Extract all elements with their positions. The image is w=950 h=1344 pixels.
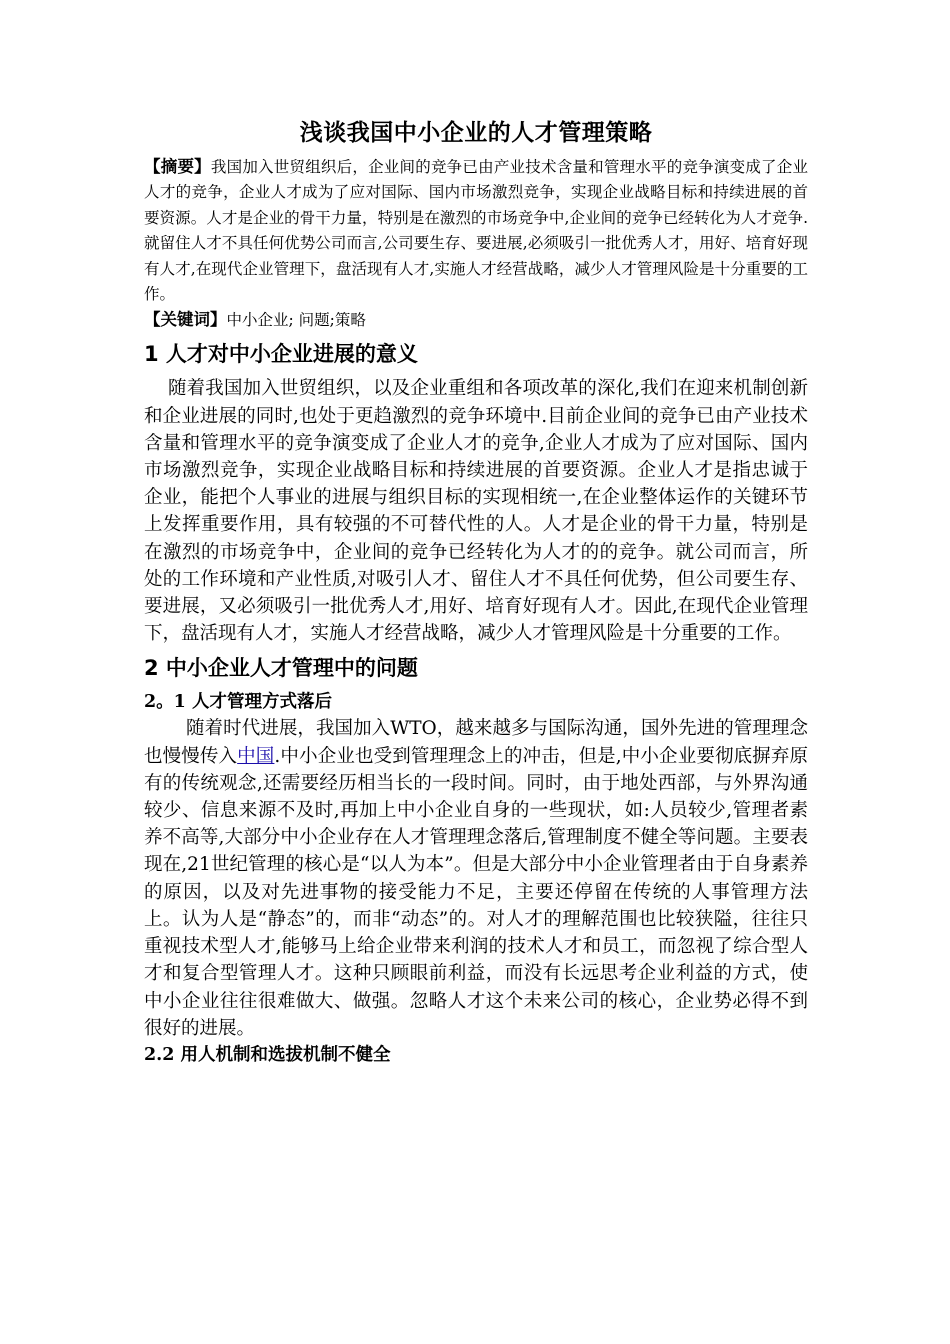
subsection-2-1-paragraph [144,715,808,1041]
section-1-heading: 1 人才对中小企业进展的意义 [144,342,418,367]
paragraph-text-after-link: .中小企业也受到管理理念上的冲击，但是,中小企业要彻底摒弃原有的传统观念,还需要经历相当长的一段时间。同时，由于地处西部，与外界沟通较少、信息来源不及时,再加上中小企业自身的一些现状，如:人员较少,管理者素养不高等,大部分中小企业存在人才管理理念落后,管理制度不健全等问题。主要表现在,21世纪管理的核心是“以人为本”。但是大部分中小企业管理者由于自身素养的原因，以及对先进事物的接受能力不足，主要还停留在传统的人事管理方法上。认为人是“静态”的，而非“动态”的。对人才的理解范围也比较狭隘，往往只重视技术型人才,能够马上给企业带来利润的技术人才和员工，而忽视了综合型人才和复合型管理人才。这种只顾眼前利益，而没有长远思考企业利益的方式，使中小企业往往很难做大、做强。忽略人才这个未来公司的核心，企业势必得不到很好的进展。 [144,745,808,1039]
subsection-2-2-heading: 2.2 用人机制和选拔机制不健全 [144,1044,391,1065]
abstract-text: 我国加入世贸组织后，企业间的竞争已由产业技术含量和管理水平的竞争演变成了企业人才的竞争，企业人才成为了应对国际、国内市场激烈竞争，实现企业战略目标和持续进展的首要资源。人才是企业的骨干力量，特别是在激烈的市场竞争中,企业间的竞争已经转化为人才竞争.就留住人才不具任何优势公司而言,公司要生存、要进展,必须吸引一批优秀人才，用好、培育好现有人才,在现代企业管理下，盘活现有人才,实施人才经营战略，减少人才管理风险是十分重要的工作。 [144,158,809,304]
keywords-label: 【关键词】 [144,310,227,330]
keywords-line [144,307,808,333]
document-title: 浅谈我国中小企业的人才管理策略 [299,120,653,146]
section-1-paragraph: 随着我国加入世贸组织，以及企业重组和各项改革的深化,我们在迎来机制创新和企业进展的同时,也处于更趋激烈的竞争环境中.目前企业间的竞争已由产业技术含量和管理水平的竞争演变成了企业人才的竞争,企业人才成为了应对国际、国内市场激烈竞争，实现企业战略目标和持续进展的首要资源。企业人才是指忠诚于企业，能把个人事业的进展与组织目标的实现相统一,在企业整体运作的关键环节上发挥重要作用，具有较强的不可替代性的人。人才是企业的骨干力量，特别是在激烈的市场竞争中，企业间的竞争已经转化为人才的的竞争。就公司而言，所处的工作环境和产业性质,对吸引人才、留住人才不具任何优势，但公司要生存、要进展，又必须吸引一批优秀人才,用好、培育好现有人才。因此,在现代企业管理下，盘活现有人才，实施人才经营战略，减少人才管理风险是十分重要的工作。 [144,378,808,645]
section-2-heading: 2 中小企业人才管理中的问题 [144,656,418,681]
china-link[interactable]: 中国 [237,745,275,767]
subsection-2-1-heading: 2。1 人才管理方式落后 [144,692,332,713]
document-page [144,118,808,1068]
keywords-text: 中小企业; 问题;策略 [226,311,366,330]
abstract-label: 【摘要】 [144,157,211,176]
paragraph-text-before-link: 随着时代进展，我国加入WTO，越来越多与国际沟通，国外先进的管理理念也慢慢传入 [144,718,808,767]
abstract-paragraph [144,154,808,307]
